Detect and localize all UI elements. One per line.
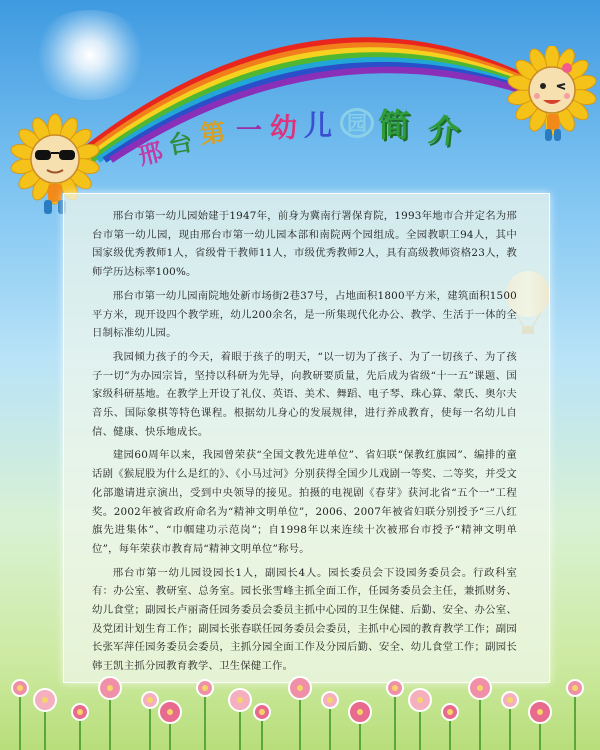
paragraph-organization: 邢台市第一幼儿园设园长1人，副园长4人。园长委员会下设园务委员会。行政科室有：办公室、教研室、总务室。园长张雪峰主抓全面工作，任园务委员会主任，兼抓财务、幼儿食堂；副园长卢丽斋任园务委员会委员主抓中心园的卫生保健、后勤、安全、办公室、及党团计划生育工作；副园长张春联任园务委员会委员，主抓中心园的教育教学工作；副园长张军萍任园务委员会委员，主抓分园全面工作及分园后勤、安全、幼儿食堂工作；副园长韩王凯主抓分园教育教学、卫生保健工作。 [92, 566, 517, 673]
flower-field [0, 670, 600, 750]
flower-center [357, 709, 363, 715]
flower-center [107, 685, 113, 691]
flower-center [572, 685, 578, 691]
flower-center [537, 709, 543, 715]
sunflower-winking-icon [505, 46, 600, 156]
flower-center [297, 685, 303, 691]
flower-center [147, 697, 153, 703]
intro-text [92, 207, 517, 681]
flower-center [392, 685, 398, 691]
title-char: 介 [425, 110, 462, 152]
flower-center [417, 697, 423, 703]
flower-center [17, 685, 23, 691]
flower-center [77, 709, 83, 715]
title-char: 一 [236, 116, 263, 146]
title-char: 简 [378, 106, 411, 144]
page-title [135, 98, 508, 171]
title-char: 儿 [304, 109, 333, 142]
flower-center [202, 685, 208, 691]
paragraph-south-campus: 邢台市第一幼儿园南院地处新市场街2巷37号，占地面积1800平方米，建筑面积1500平方米，现开设四个教学班，幼儿200余名，是一所集现代化办公、教学、生活于一体的全日制标准幼儿园。 [92, 289, 517, 340]
flower-center [42, 697, 48, 703]
flower-center [477, 685, 483, 691]
paragraph-history: 邢台市第一幼儿园始建于1947年，前身为冀南行署保育院，1993年地市合并定名为邢台市第一幼儿园，现由邢台市第一幼儿园本部和南院两个园组成。全园教职工94人，其中国家级优秀教师1人，省级骨干教师11人，市级优秀教师2人，具有高级教师资格23人，教师学历达标率100%。 [92, 210, 517, 279]
flower-center [237, 697, 243, 703]
flower-center [167, 709, 173, 715]
flower-center [327, 697, 333, 703]
title-char: 园 [340, 108, 374, 138]
title-char: 幼 [270, 113, 297, 144]
flower-center [507, 697, 513, 703]
paragraph-honors: 建园60周年以来，我园曾荣获“全国文教先进单位”、省妇联“保教红旗园”、编排的童话剧《猴屁股为什么是红的》、《小马过河》分别获得全国少儿戏剧一等奖、二等奖，并受文化部邀请进京演出，受到中央领导的接见。拍摄的电视剧《春芽》获河北省“五个一”工程奖。2002年被省政府命名为“精神文明单位”，2006、2007年被省妇联分别授予“三八红旗先进集体”、“巾帼建功示范岗”；自1998年以来连续十次被邢台市授予“精神文明单位”，每年荣获市教育局“精神文明单位”称号。 [92, 449, 517, 555]
paragraph-philosophy: 我园倾力孩子的今天，着眼于孩子的明天，“以一切为了孩子、为了一切孩子、为了孩子一切”为办园宗旨，坚持以科研为先导，向教研要质量，先后成为省级“十一五”课题、国家级科研基地。在教学上开设了礼仪、英语、美术、舞蹈、电子琴、珠心算、蒙氏、奥尔夫音乐、国际象棋等特色课程。根据幼儿身心的发展规律，进行养成教育，使每一名幼儿自信、健康、快乐地成长。 [92, 350, 517, 438]
flower-center [259, 709, 265, 715]
title-char: 第 [198, 117, 227, 150]
flower-center [447, 709, 453, 715]
title-char: 台 [166, 128, 195, 160]
title-char: 邢 [135, 137, 166, 171]
